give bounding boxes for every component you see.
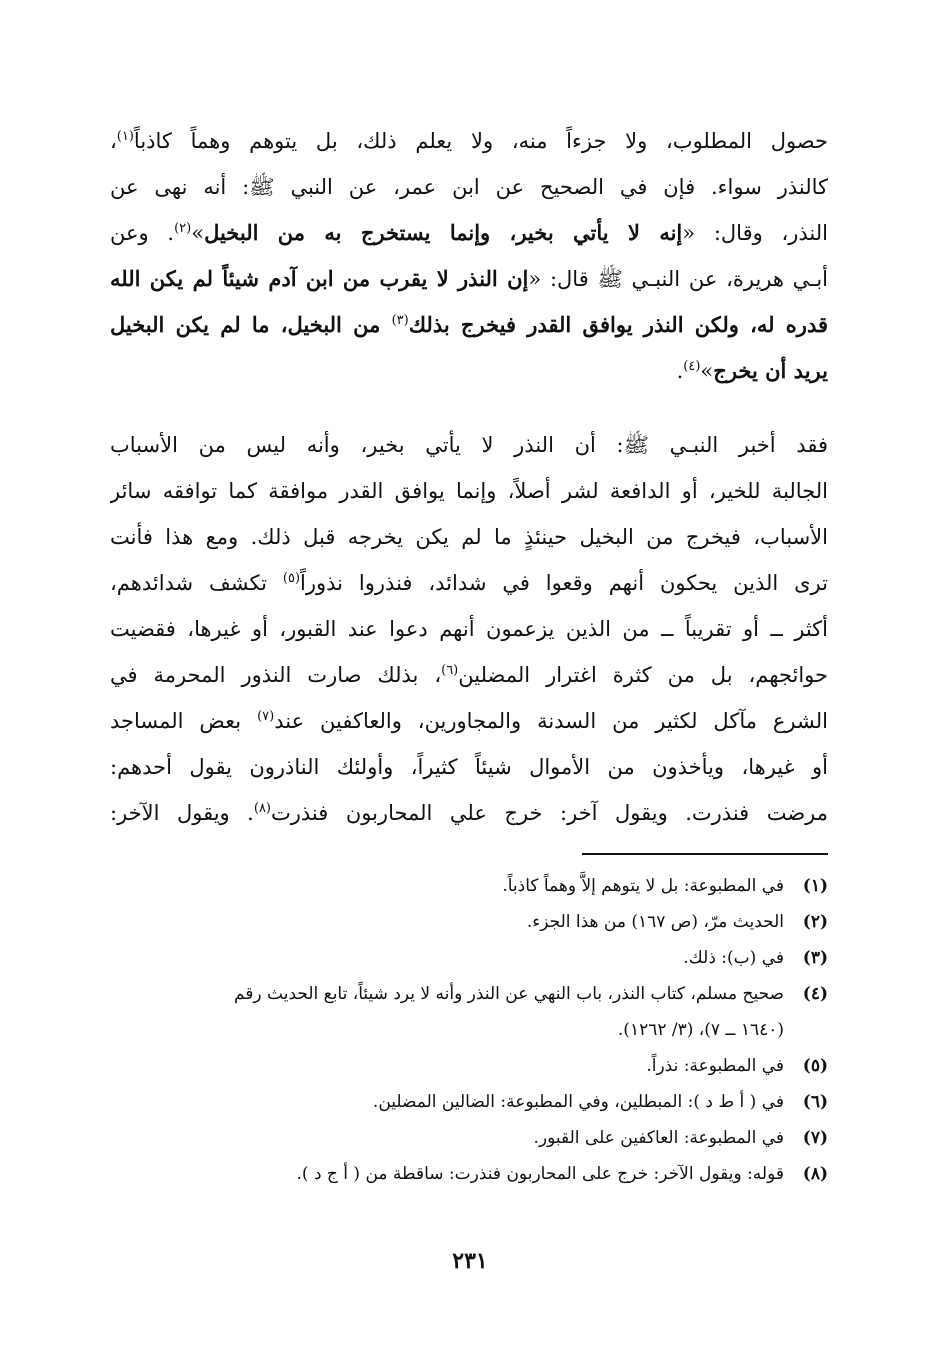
footnote-ref: (٤) bbox=[683, 359, 701, 374]
paragraph-2 bbox=[110, 422, 828, 836]
text-line: يريد أن يخرج»$^{(٤)}$. bbox=[676, 358, 828, 383]
footnote bbox=[110, 1120, 828, 1156]
text-line: فقد أخبر النبـي ﷺ: أن النذر لا يأتي بخير، وأنه ليس من الأسباب bbox=[110, 433, 828, 457]
footnote-text: في (ب): ذلك. bbox=[683, 948, 784, 968]
text-line: الأسباب، فيخرج من البخيل حينئذٍ ما لم يكن يخرجه قبل ذلك. ومع هذا فأنت bbox=[110, 525, 828, 549]
footnote-ref: (٧) bbox=[257, 709, 275, 724]
footnote-number: (٢) bbox=[802, 912, 828, 932]
footnote-number: (٨) bbox=[802, 1164, 828, 1184]
hadith-text: إنه لا يأتي بخير، وإنما يستخرج به من البخيل bbox=[204, 220, 683, 245]
footnote-ref: (١) bbox=[116, 129, 134, 144]
footnote bbox=[110, 976, 828, 1048]
text-line: مرضت فنذرت. ويقول آخر: خرج علي المحاربون فنذرت$^{(٨)}$. ويقول الآخر: bbox=[110, 801, 828, 825]
footnote bbox=[110, 940, 828, 976]
footnote bbox=[110, 1048, 828, 1084]
footnote-text: قوله: ويقول الآخر: خرج على المحاربون فنذرت: ساقطة من ( أ ج د ). bbox=[296, 1164, 784, 1184]
hadith-text: إن النذر لا يقرب من ابن آدم شيئاً لم يكن الله bbox=[110, 266, 529, 291]
footnote-ref: (٨) bbox=[253, 801, 271, 816]
footnote-number: (٣) bbox=[802, 948, 828, 968]
footnote bbox=[110, 904, 828, 940]
text-line: حوائجهم، بل من كثرة اغترار المضلين$^{(٦)}$، بذلك صارت النذور المحرمة في bbox=[110, 663, 828, 687]
footnote bbox=[110, 1084, 828, 1120]
text-line: قدره له، ولكن النذر يوافق القدر فيخرج بذلك$^{(٣)}$ من البخيل، ما لم يكن البخيل bbox=[110, 312, 828, 337]
footnote-ref: (٢) bbox=[174, 221, 192, 236]
footnote-number: (١) bbox=[802, 876, 828, 896]
footnote-text: في المطبوعة: العاكفين على القبور. bbox=[533, 1128, 784, 1148]
footnotes bbox=[110, 868, 828, 1192]
footnote-text: في المطبوعة: نذراً. bbox=[646, 1056, 784, 1076]
footnote-ref: (٣) bbox=[391, 313, 409, 328]
text-line: كالنذر سواء. فإن في الصحيح عن ابن عمر، عن النبي ﷺ: أنه نهى عن bbox=[110, 175, 828, 199]
text-line: أكثر ــ أو تقريباً ــ من الذين يزعمون أنهم دعوا عند القبور، أو غيرها، فقضيت bbox=[110, 617, 828, 641]
footnote-text: صحيح مسلم، كتاب النذر، باب النهي عن النذر وأنه لا يرد شيئاً، تابع الحديث رقم (١٦٤٠ ــ ٧)، (٣/ ١٢٦٢). bbox=[233, 984, 784, 1040]
footnote-number: (٥) bbox=[802, 1056, 828, 1076]
footnote bbox=[110, 868, 828, 904]
footnote bbox=[110, 1156, 828, 1192]
text-line: الشرع مآكل لكثير من السدنة والمجاورين، والعاكفين عند$^{(٧)}$ بعض المساجد bbox=[110, 709, 828, 733]
footnote-ref: (٦) bbox=[441, 663, 459, 678]
text-line: أو غيرها، ويأخذون من الأموال شيئاً كثيراً، وأولئك الناذرون يقول أحدهم: bbox=[110, 755, 828, 779]
hadith-text: قدره له، ولكن النذر يوافق القدر فيخرج بذلك bbox=[408, 312, 828, 337]
text-line: ترى الذين يحكون أنهم وقعوا في شدائد، فنذروا نذوراً$^{(٥)}$ تكشف شدائدهم، bbox=[110, 571, 828, 595]
footnote-text: في المطبوعة: بل لا يتوهم إلاَّ وهماً كاذباً. bbox=[502, 876, 784, 896]
footnote-number: (٤) bbox=[802, 984, 828, 1004]
footnote-ref: (٥) bbox=[282, 571, 301, 586]
text-line: الجالبة للخير، أو الدافعة لشر أصلاً، وإنما يوافق القدر موافقة كما توافقه سائر bbox=[110, 479, 828, 503]
footnote-text: في ( أ ط د ): المبطلين، وفي المطبوعة: الضالين المضلين. bbox=[372, 1092, 784, 1112]
text-line: أبـي هريرة، عن النبـي ﷺ قال: «إن النذر لا يقرب من ابن آدم شيئاً لم يكن الله bbox=[110, 266, 828, 291]
hadith-text: يريد أن يخرج bbox=[713, 358, 828, 383]
footnote-number: (٧) bbox=[802, 1128, 828, 1148]
text-line: حصول المطلوب، ولا جزءاً منه، ولا يعلم ذلك، بل يتوهم وهماً كاذباً$^{(١)}$، bbox=[110, 129, 828, 153]
paragraph-1 bbox=[110, 118, 828, 394]
footnote-text: الحديث مرّ، (ص ١٦٧) من هذا الجزء. bbox=[526, 912, 784, 932]
page-number: ٢٣١ bbox=[452, 1248, 488, 1274]
footnote-divider bbox=[582, 853, 828, 855]
text-line: النذر، وقال: «إنه لا يأتي بخير، وإنما يستخرج به من البخيل»$^{(٢)}$. وعن bbox=[110, 220, 828, 245]
footnote-number: (٦) bbox=[802, 1092, 828, 1112]
